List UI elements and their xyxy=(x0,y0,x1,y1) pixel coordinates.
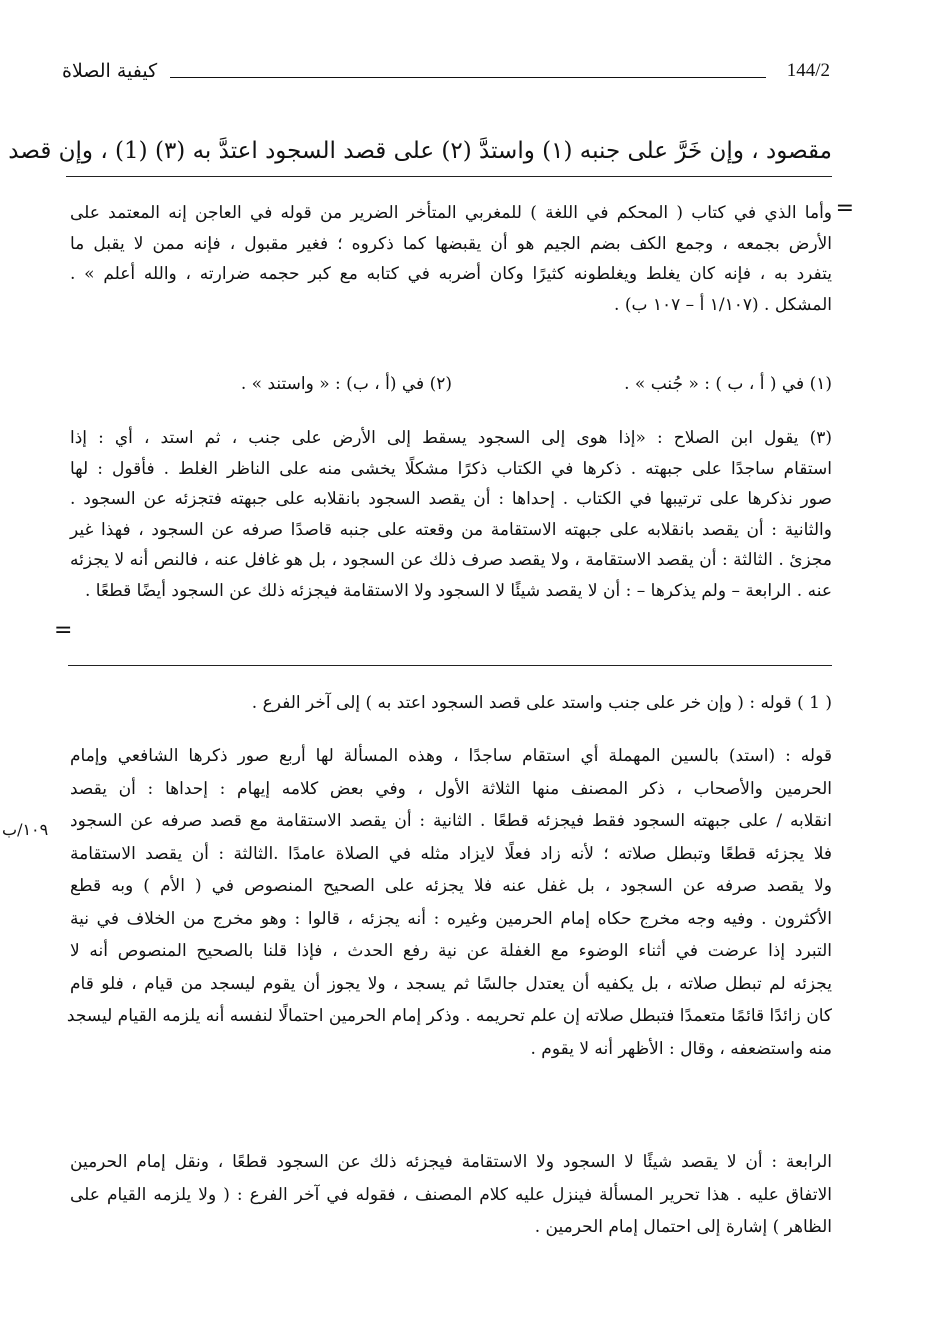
commentary-line: الحرمين والأصحاب ، ذكر المصنف منها الثلاثة الأول ، وفي بعض كلامه إيهام : إحداها : أن يقصد xyxy=(70,778,832,799)
commentary-line: قوله : (استد) بالسين المهملة أي استقام ساجدًا ، وهذه المسألة لها أربع صور ذكرها الشافعي وإمام xyxy=(70,746,832,766)
commentary-line: التبرد إذا عرضت في أثناء الوضوء مع الغفلة عن نية رفع الحدث ، فإذا قلنا بالصحيح المنصوص أنه لا xyxy=(70,941,832,961)
commentary-line: فلا يجزئه قطعًا وتبطل صلاته ؛ لأنه زاد فعلًا لايزاد مثله في الصلاة عامدًا .الثالثة : أن يقصد الاستقامة xyxy=(70,843,832,864)
footnote-line: استقام ساجدًا على جبهته . ذكرها في الكتاب ذكرًا مشكلًا يخشى منه على الناظر الغلط . فأقول : لها xyxy=(70,458,832,479)
footnote-continuation xyxy=(70,198,832,320)
commentary-line: منه واستضعفه ، وقال : الأظهر أنه لا يقوم . xyxy=(530,1038,832,1059)
commentary-heading-line: ( 1 ) قوله : ( وإن خر على جنب واستد على قصد السجود اعتد به ) إلى آخر الفرع . xyxy=(251,693,832,713)
footnote-line: عنه . الرابعة – ولم يذكرها – : أن لا يقصد شيئًا لا السجود ولا الاستقامة فيجزئه ذلك عن السجود أيضًا قطعًا . xyxy=(84,580,832,601)
commentary-line: الرابعة : أن لا يقصد شيئًا لا السجود ولا الاستقامة فيجزئه ذلك عن السجود قطعًا ، ونقل إمام الحرمين xyxy=(70,1152,832,1172)
continuation-mark-top: = xyxy=(835,196,854,221)
footnote-line: الأرض بجمعه ، وجمع الكف بضم الجيم هو أن يقبضها كما ذكروه ؛ فغير مقبول ، فإنه ممن لا يقبل ما xyxy=(70,233,832,254)
commentary-paragraph-1 xyxy=(66,740,832,1065)
commentary-heading xyxy=(70,688,832,719)
footnote-line: (٣) يقول ابن الصلاح : «إذا هوى إلى السجود يسقط إلى الأرض على جنب ، ثم استد ، أي : إذا xyxy=(70,428,832,448)
variant-note-2: (٢) في (أ ، ب) : « واستند » . xyxy=(240,374,452,394)
footnote-line: والثانية : أن يقصد بانقلابه على جبهته الاستقامة من وقعته على جنبه قاصدًا صرفه عن السجود ، فهذا غير xyxy=(70,519,832,540)
commentary-line: يجزئه لم تبطل صلاته ، بل يكفيه أن يعتدل جالسًا ثم يسجد ، ولا يجوز أن يقوم ليسجد من قيام ، فلو قام xyxy=(70,973,832,994)
footnote-line: صور نذكرها على ترتيبها في الكتاب . إحداها : أن يقصد السجود بانقلابه على جبهته فتجزئه عن السجود . xyxy=(70,489,832,509)
footnote-line: المشكل . (١/١٠٧ أ – ١٠٧ ب) . xyxy=(614,294,832,315)
commentary-line: كان زائدًا قائمًا متعمدًا فتبطل صلاته إن علم تحريمه . وذكر إمام الحرمين احتمالًا لنفسه أنه يلزمه القيام ليسجد xyxy=(66,1006,832,1026)
commentary-line: الأكثرون . وفيه وجه مخرج حكاه إمام الحرمين وغيره : أنه يجزئه ، قالوا : وهو مخرج من الخلاف في نية xyxy=(70,908,832,929)
main-text xyxy=(8,128,832,177)
commentary-line: الاتفاق عليه . هذا تحرير المسألة فينزل عليه كلام المصنف ، فقوله في آخر الفرع : ( ولا يلزمه القيام على xyxy=(70,1184,832,1205)
commentary-separator xyxy=(68,665,832,666)
main-text-line: مقصود ، وإن خَرَّ على جنبه (١) واستدَّ (٢) على قصد السجود اعتدَّ به (٣) (1) ، وإن قصد xyxy=(66,128,832,177)
footnote-line: وأما الذي في كتاب ( المحكم في اللغة ) للمغربي المتأخر الضرير من قوله في العاجن إنه المعتمد على xyxy=(70,203,832,223)
page-header xyxy=(62,60,830,90)
footnote-line: مجزئ . الثالثة : أن يقصد الاستقامة ، ولا يقصد صرف ذلك عن السجود ، بل هو غافل عنه ، فالنص أنه لا يجزئه xyxy=(70,550,832,570)
commentary-line: ولا يقصد صرفه عن السجود ، بل غفل عنه فلا يجزئه على الصحيح المنصوص في ( الأم ) وبه قطع xyxy=(70,876,832,896)
header-rule xyxy=(170,77,766,78)
commentary-paragraph-2 xyxy=(70,1146,832,1244)
footnote-3 xyxy=(70,423,832,606)
continuation-mark-bottom: = xyxy=(54,618,73,643)
commentary-line: الظاهر ) إشارة إلى احتمال إمام الحرمين . xyxy=(534,1217,832,1237)
manuscript-folio-mark: ١٠٩/ب xyxy=(2,820,49,839)
commentary-line: انقلابه / على جبهته السجود فقط فيجزئه قطعًا . الثانية : أن يقصد الاستقامة مع قصد صرفه عن السجود xyxy=(70,811,832,831)
chapter-title: كيفية الصلاة xyxy=(62,60,158,82)
variant-note-1: (١) في ( أ ، ب ) : « جُنب » . xyxy=(624,374,832,394)
footnote-line: يتفرد به ، فإنه كان يغلط ويغلطونه كثيرًا وكان أضربه في كتابه مع كبر حجمه ضرارته ، والله أعلم » . xyxy=(70,264,832,284)
page-number: 144/2 xyxy=(786,60,830,81)
